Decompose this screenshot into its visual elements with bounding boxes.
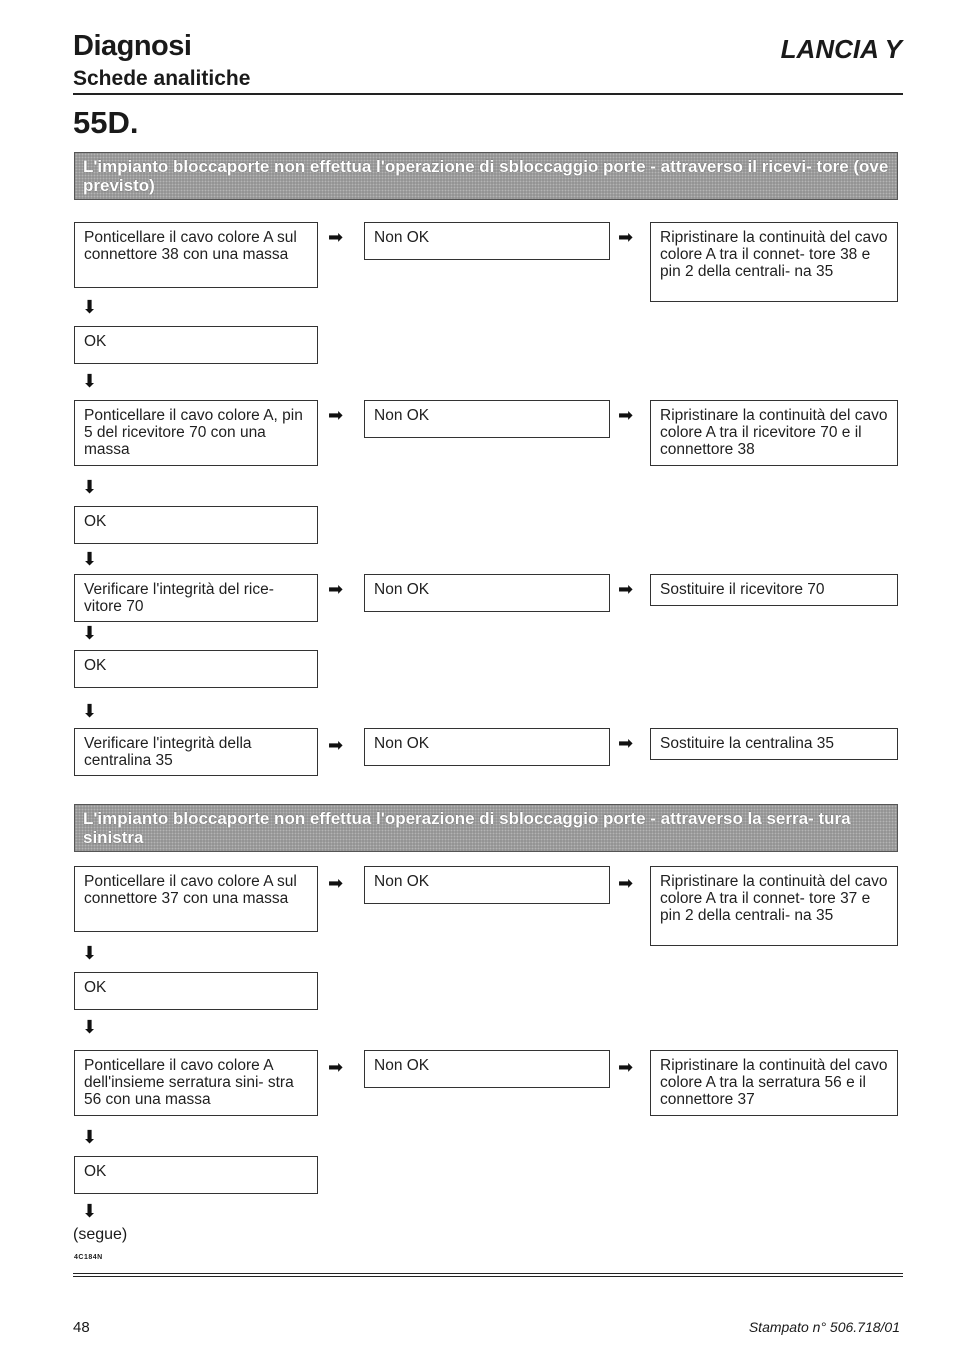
right-arrow-icon: ➡ — [328, 735, 344, 755]
s1-step2-ok: OK — [74, 506, 318, 544]
s2-step1-ok: OK — [74, 972, 318, 1010]
right-arrow-icon: ➡ — [618, 733, 634, 753]
image-code: 4C184N — [74, 1254, 103, 1261]
print-reference: Stampato n° 506.718/01 — [748, 1319, 900, 1335]
s1-step1-ok: OK — [74, 326, 318, 364]
s1-step1-nok: Non OK — [364, 222, 610, 260]
s1-step3-ok: OK — [74, 650, 318, 688]
s1-step4-fix: Sostituire la centralina 35 — [650, 728, 898, 760]
s2-step1-nok: Non OK — [364, 866, 610, 904]
right-arrow-icon: ➡ — [618, 227, 634, 247]
s1-step4-check: Verificare l'integrità della centralina 35 — [74, 728, 318, 776]
s1-step3-nok: Non OK — [364, 574, 610, 612]
header-divider — [73, 93, 903, 95]
s1-step2-fix: Ripristinare la continuità del cavo colore A tra il ricevitore 70 e il connettore 38 — [650, 400, 898, 466]
down-arrow-icon: ⬇ — [82, 1127, 98, 1147]
right-arrow-icon: ➡ — [328, 227, 344, 247]
s2-step2-nok: Non OK — [364, 1050, 610, 1088]
right-arrow-icon: ➡ — [618, 1057, 634, 1077]
s2-step2-fix: Ripristinare la continuità del cavo colore A tra la serratura 56 e il connettore 37 — [650, 1050, 898, 1116]
s2-step1-fix: Ripristinare la continuità del cavo colore A tra il connet- tore 37 e pin 2 della centrali- na 35 — [650, 866, 898, 946]
page-subtitle: Schede analitiche — [73, 67, 251, 90]
s1-step4-nok: Non OK — [364, 728, 610, 766]
footer-divider — [73, 1273, 903, 1274]
down-arrow-icon: ⬇ — [82, 297, 98, 317]
s1-step2-nok: Non OK — [364, 400, 610, 438]
down-arrow-icon: ⬇ — [82, 1017, 98, 1037]
section1-banner: L'impianto bloccaporte non effettua l'operazione di sbloccaggio porte - attraverso il ricevi- tore (ove previsto) — [74, 152, 898, 200]
continued-label: (segue) — [73, 1226, 128, 1243]
section2-banner: L'impianto bloccaporte non effettua l'operazione di sbloccaggio porte - attraverso la serra- tura sinistra — [74, 804, 898, 852]
s1-step1-fix: Ripristinare la continuità del cavo colore A tra il connet- tore 38 e pin 2 della centrali- na 35 — [650, 222, 898, 302]
s2-step1-check: Ponticellare il cavo colore A sul connettore 37 con una massa — [74, 866, 318, 932]
right-arrow-icon: ➡ — [328, 1057, 344, 1077]
page-number: 48 — [73, 1319, 90, 1336]
section-code: 55D. — [73, 105, 139, 140]
s1-step3-fix: Sostituire il ricevitore 70 — [650, 574, 898, 606]
s1-step3-check: Verificare l'integrità del rice- vitore 70 — [74, 574, 318, 622]
page-title: Diagnosi — [73, 30, 192, 62]
right-arrow-icon: ➡ — [328, 405, 344, 425]
right-arrow-icon: ➡ — [618, 873, 634, 893]
right-arrow-icon: ➡ — [328, 873, 344, 893]
down-arrow-icon: ⬇ — [82, 549, 98, 569]
brand-name: LANCIA Y — [780, 34, 902, 64]
s1-step2-check: Ponticellare il cavo colore A, pin 5 del ricevitore 70 con una massa — [74, 400, 318, 466]
s2-step2-ok: OK — [74, 1156, 318, 1194]
right-arrow-icon: ➡ — [328, 579, 344, 599]
down-arrow-icon: ⬇ — [82, 701, 98, 721]
down-arrow-icon: ⬇ — [82, 371, 98, 391]
s1-step1-check: Ponticellare il cavo colore A sul connettore 38 con una massa — [74, 222, 318, 288]
s2-step2-check: Ponticellare il cavo colore A dell'insieme serratura sini- stra 56 con una massa — [74, 1050, 318, 1116]
down-arrow-icon: ⬇ — [82, 1201, 98, 1221]
down-arrow-icon: ⬇ — [82, 623, 98, 643]
down-arrow-icon: ⬇ — [82, 477, 98, 497]
right-arrow-icon: ➡ — [618, 405, 634, 425]
footer-divider-2 — [73, 1276, 903, 1277]
right-arrow-icon: ➡ — [618, 579, 634, 599]
down-arrow-icon: ⬇ — [82, 943, 98, 963]
